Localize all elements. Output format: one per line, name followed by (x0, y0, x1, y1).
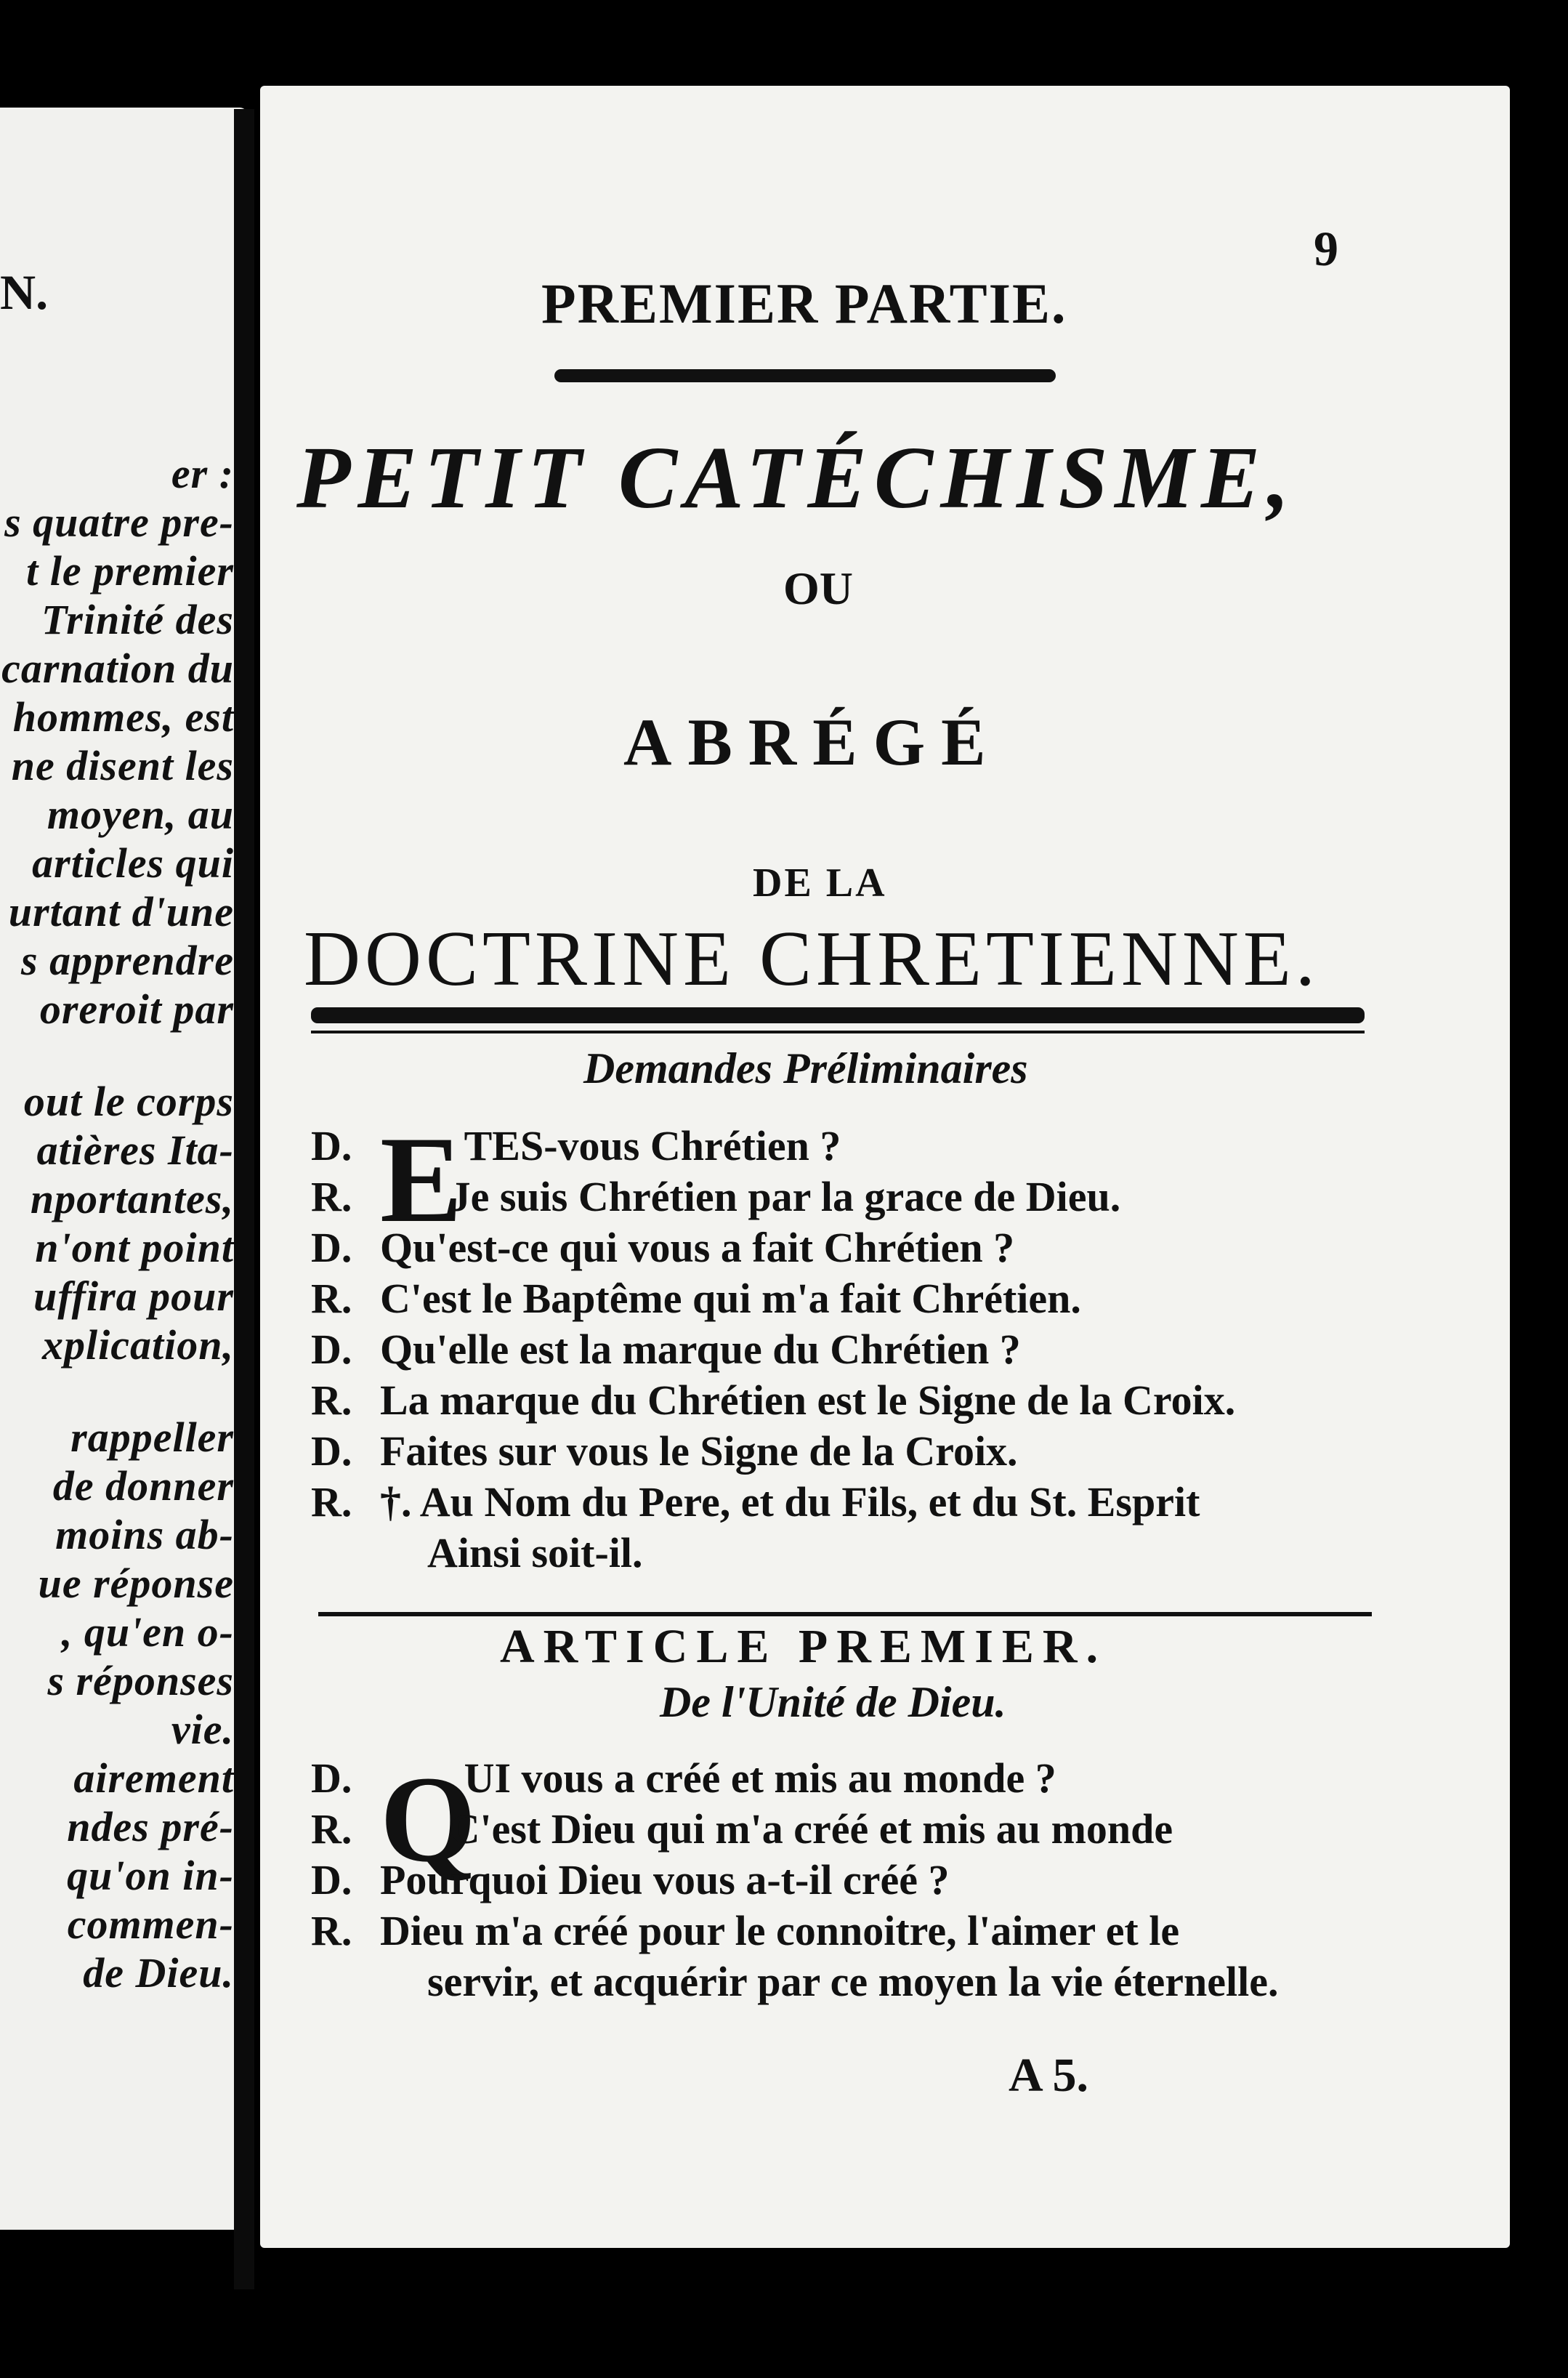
article-subheading: De l'Unité de Dieu. (660, 1678, 1006, 1726)
qa-marker: D. (311, 1122, 352, 1169)
part-title: PREMIER PARTIE. (541, 272, 1067, 335)
left-page-line: qu'on in- (67, 1852, 234, 1899)
article-heading: ARTICLE PREMIER. (500, 1620, 1107, 1673)
preliminary-heading: Demandes Préliminaires (583, 1044, 1028, 1092)
qa-text: UI vous a créé et mis au monde ? (464, 1754, 1056, 1802)
qa-text: TES-vous Chrétien ? (464, 1122, 841, 1169)
qa-marker: R. (311, 1377, 352, 1424)
left-page-line: , qu'en o- (61, 1608, 234, 1656)
doctrine-rule (311, 1007, 1365, 1023)
left-page-line: xplication, (42, 1321, 234, 1369)
left-page-line: t le premier (26, 547, 234, 594)
drop-cap: Q (380, 1751, 477, 1887)
title-rule (554, 369, 1056, 382)
qa-marker: R. (311, 1907, 352, 1954)
left-page-line: ne disent les (11, 742, 234, 789)
qa-text: Ainsi soit-il. (427, 1529, 643, 1576)
qa-text: Faites sur vous le Signe de la Croix. (380, 1427, 1018, 1475)
left-page-line: rappeller (70, 1414, 234, 1461)
left-page-line: s réponses (47, 1657, 234, 1704)
qa-text: Je suis Chrétien par la grace de Dieu. (449, 1173, 1121, 1220)
qa-text: La marque du Chrétien est le Signe de la Croix. (380, 1377, 1236, 1424)
doctrine-title: DOCTRINE CHRETIENNE. (304, 916, 1320, 1002)
left-page-line: articles qui (32, 839, 234, 887)
left-page-line: de donner (52, 1462, 234, 1510)
left-page-line: vie. (171, 1706, 234, 1753)
left-page-header: N. (0, 265, 49, 320)
de-la-text: DE LA (753, 860, 887, 906)
qa-text: Pourquoi Dieu vous a-t-il créé ? (380, 1856, 950, 1903)
left-page-line: airement (73, 1754, 234, 1802)
qa-marker: R. (311, 1173, 352, 1220)
qa-marker: R. (311, 1275, 352, 1322)
qa-marker: D. (311, 1427, 352, 1475)
signature-mark: A 5. (1009, 2049, 1089, 2102)
left-page-line: commen- (67, 1901, 234, 1948)
qa-text: Qu'elle est la marque du Chrétien ? (380, 1326, 1021, 1373)
qa-marker: R. (311, 1478, 352, 1525)
qa-marker: D. (311, 1326, 352, 1373)
right-page (260, 86, 1510, 2248)
left-page-line: carnation du (1, 645, 234, 692)
qa-marker: D. (311, 1754, 352, 1802)
left-page-line: de Dieu. (83, 1949, 234, 1996)
qa-text: servir, et acquérir par ce moyen la vie éternelle. (427, 1958, 1279, 2005)
article-rule (318, 1612, 1372, 1616)
page-number: 9 (1314, 221, 1338, 276)
book-gutter (234, 109, 254, 2289)
qa-text: †. Au Nom du Pere, et du Fils, et du St. Esprit (380, 1478, 1200, 1525)
left-page-line: hommes, est (12, 693, 234, 741)
left-page-line: ndes pré- (67, 1803, 234, 1850)
left-page-line: nportantes, (30, 1175, 234, 1222)
doctrine-thin-rule (311, 1031, 1365, 1033)
left-page-line: oreroit par (39, 986, 234, 1033)
left-page-line: moyen, au (47, 791, 234, 838)
drop-cap: E (380, 1111, 463, 1248)
left-page-line: n'ont point (35, 1224, 234, 1271)
left-page-line: er : (171, 450, 234, 497)
qa-marker: R. (311, 1805, 352, 1853)
qa-text: C'est le Baptême qui m'a fait Chrétien. (380, 1275, 1081, 1322)
left-page (0, 108, 247, 2230)
left-page-line: urtant d'une (8, 888, 234, 935)
left-page-line: out le corps (23, 1078, 234, 1125)
left-page-line: moins ab- (55, 1511, 234, 1558)
qa-text: Dieu m'a créé pour le connoitre, l'aimer et le (380, 1907, 1180, 1954)
or-text: OU (783, 563, 853, 614)
left-page-line: s quatre pre- (4, 499, 234, 546)
main-title: PETIT CATÉCHISME, (296, 429, 1297, 527)
left-page-line: Trinité des (41, 596, 234, 643)
left-page-line: atières Ita- (36, 1126, 234, 1174)
qa-marker: D. (311, 1224, 352, 1271)
left-page-line: uffira pour (33, 1273, 234, 1320)
abrege-title: ABRÉGÉ (623, 705, 1002, 779)
left-page-line: s apprendre (21, 937, 234, 984)
qa-marker: D. (311, 1856, 352, 1903)
left-page-line: ue réponse (38, 1560, 234, 1607)
qa-text: Qu'est-ce qui vous a fait Chrétien ? (380, 1224, 1015, 1271)
qa-text: C'est Dieu qui m'a créé et mis au monde (449, 1805, 1173, 1853)
